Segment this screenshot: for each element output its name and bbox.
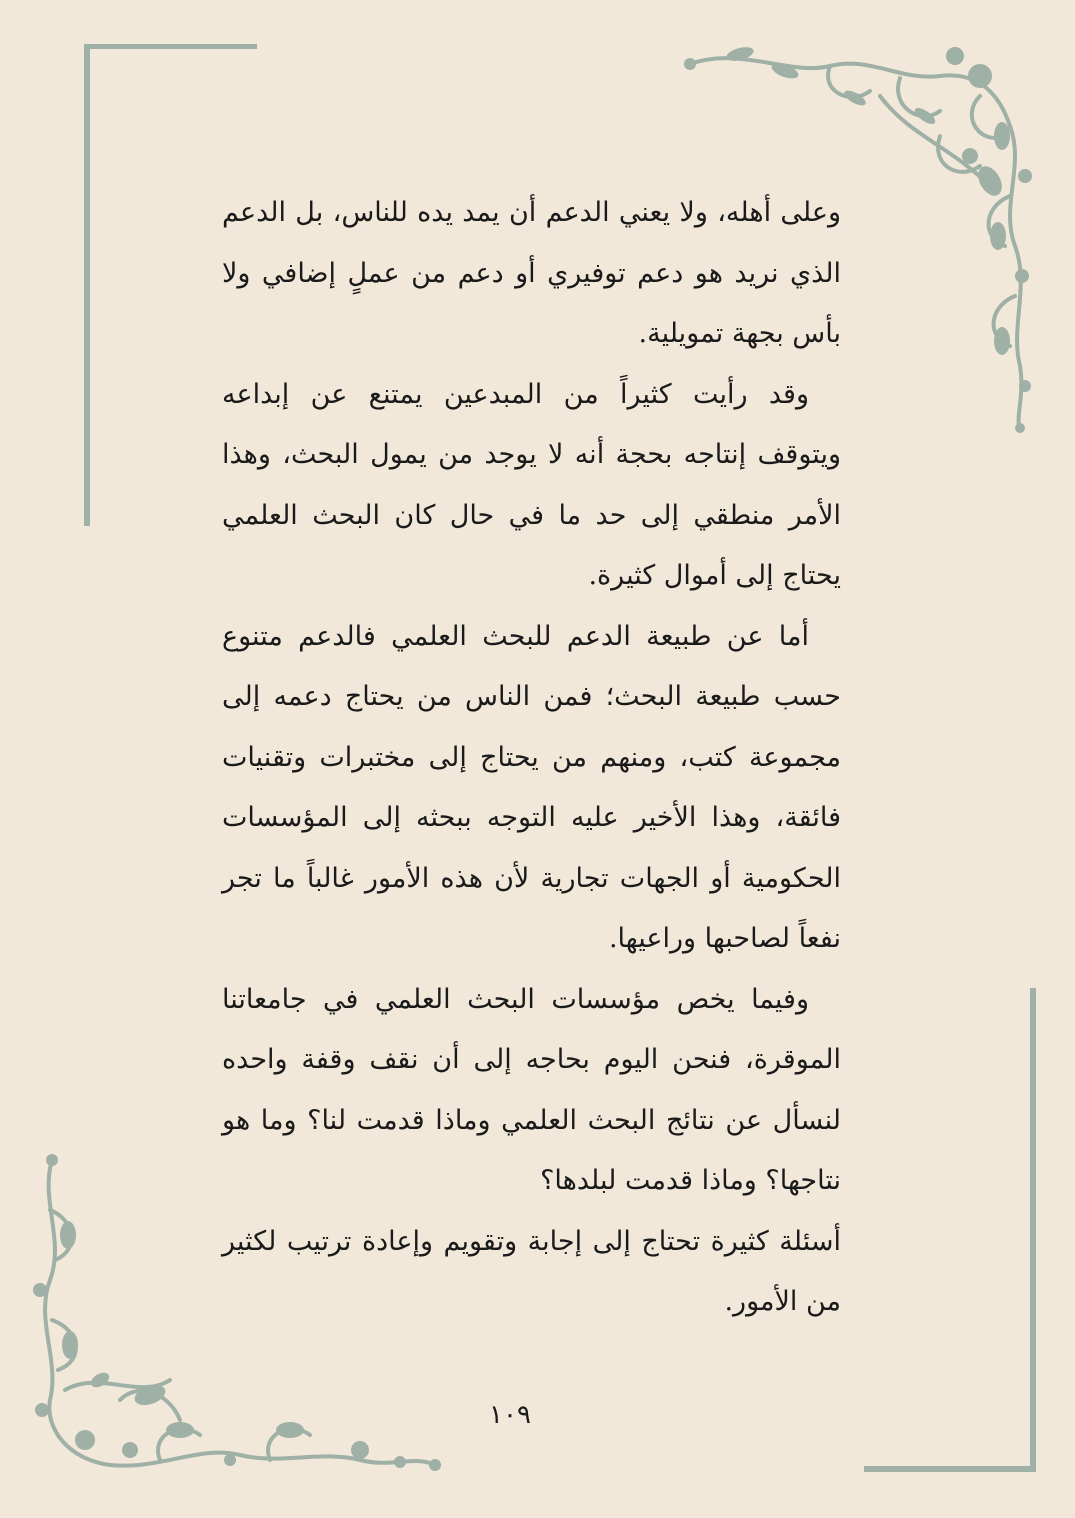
paragraph: وفيما يخص مؤسسات البحث العلمي في جامعاتنا الموقرة، فنحن اليوم بحاجه إلى أن نقف وقفة واحده لنسأل عن نتائج البحث العلمي وماذا قدمت لنا؟ وما هو نتاجها؟ وماذا قدمت لبلدها؟ [222,983,841,1196]
page-number: ١٠٩ [489,1400,531,1430]
paragraph: وعلى أهله، ولا يعني الدعم أن يمد يده للناس، بل الدعم الذي نريد هو دعم توفيري أو دعم من عملٍ إضافي ولا بأس بجهة تمويلية. [222,197,841,349]
paragraph: أما عن طبيعة الدعم للبحث العلمي فالدعم متنوع حسب طبيعة البحث؛ فمن الناس من يحتاج دعمه إلى مجموعة كتب، ومنهم من يحتاج إلى مختبرات وتقنيات فائقة، وهذا الأخير عليه التوجه ببحثه إلى المؤسسات الحكومية أو الجهات تجارية لأن هذه الأمور غالباً ما تجر نفعاً لصاحبها وراعيها. [222,620,841,954]
frame-bottom-right-horizontal [864,1466,1036,1472]
paragraph: أسئلة كثيرة تحتاج إلى إجابة وتقويم وإعادة ترتيب لكثير من الأمور. [222,1225,841,1317]
paragraph: وقد رأيت كثيراً من المبدعين يمتنع عن إبداعه ويتوقف إنتاجه بحجة أنه لا يوجد من يمول البحث، وهذا الأمر منطقي إلى حد ما في حال كان البحث العلمي يحتاج إلى أموال كثيرة. [222,378,841,591]
frame-top-left-vertical [84,44,90,526]
page-body-text [222,183,841,1333]
frame-top-left-horizontal [84,44,257,49]
frame-bottom-right-vertical [1030,988,1036,1472]
